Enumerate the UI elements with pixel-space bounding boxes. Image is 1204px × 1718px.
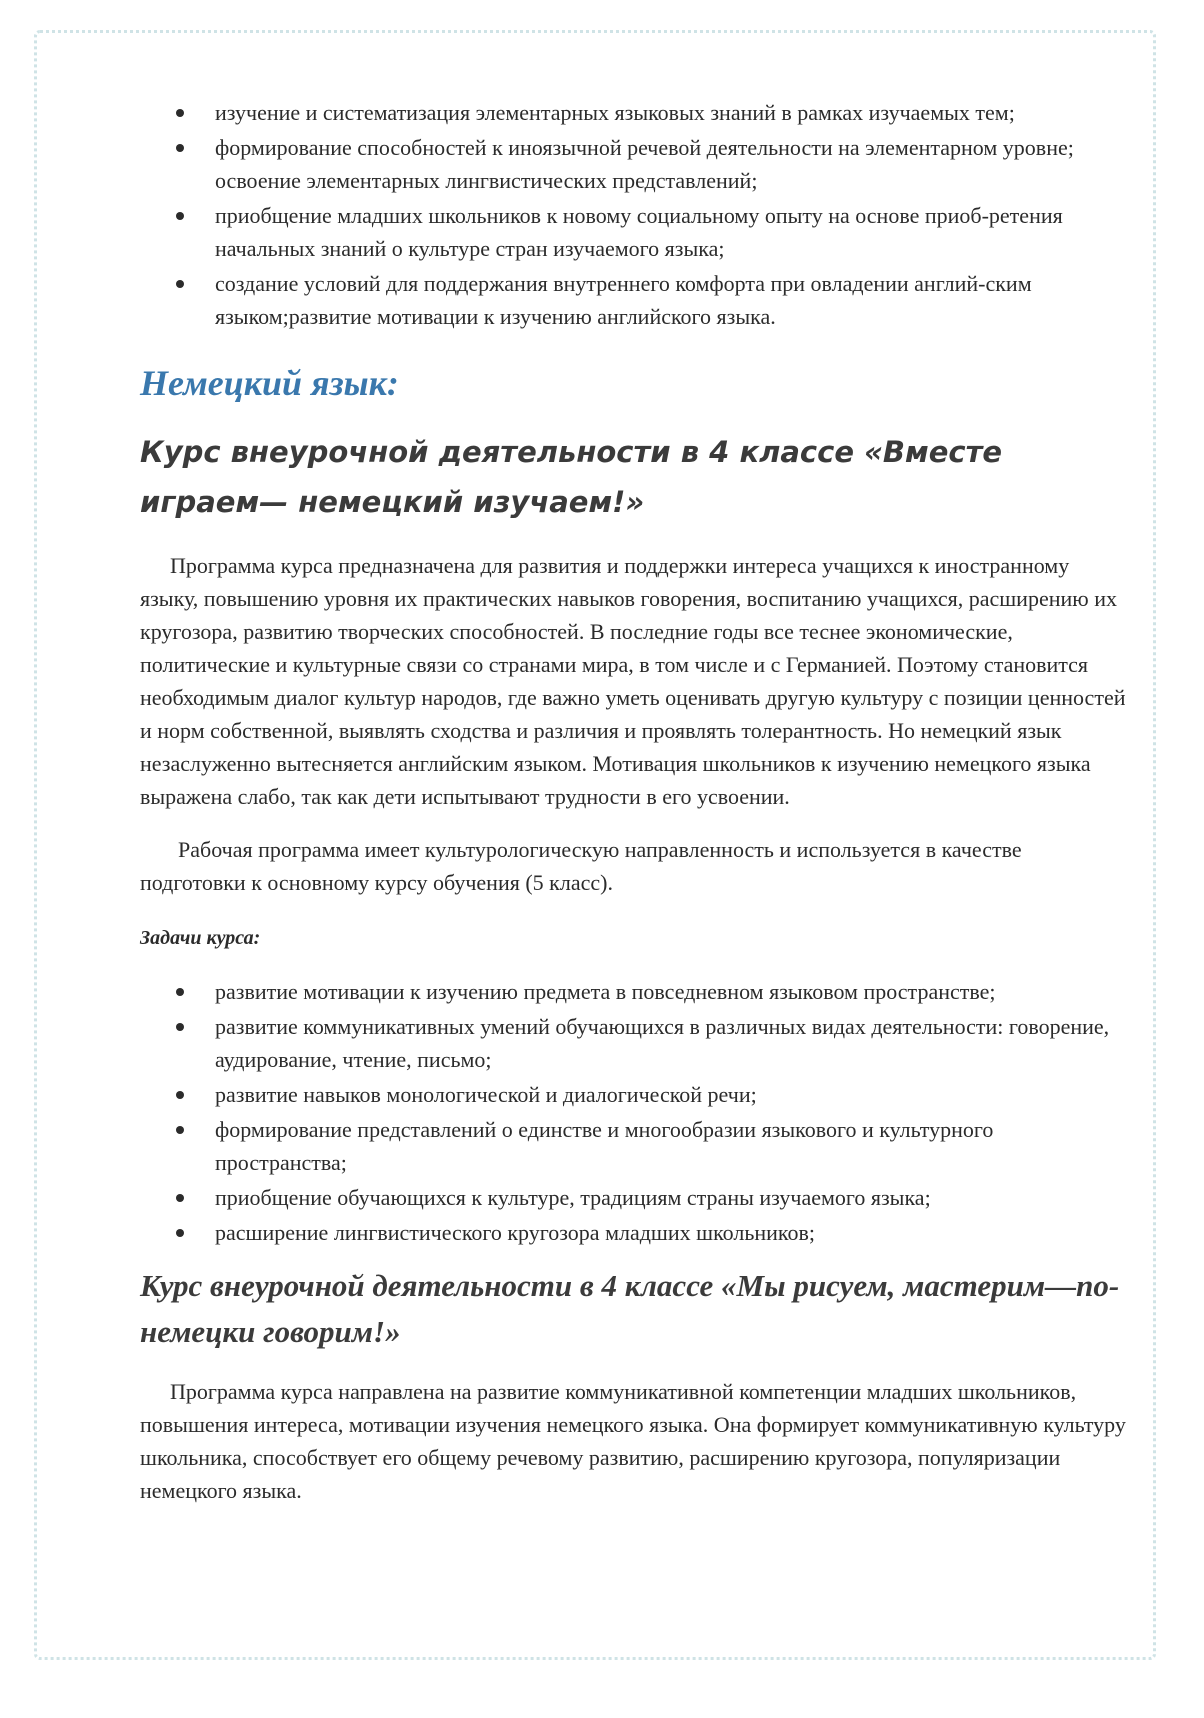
bullet-icon <box>176 1091 184 1099</box>
document-body <box>140 96 1130 1507</box>
bullet-icon <box>176 1023 184 1031</box>
course1-title: Курс внеурочной деятельности в 4 классе «Вместе играем— немецкий изучаем!» <box>140 435 1003 519</box>
list-item: формирование представлений о единстве и многообразии языкового и культурного пространства; <box>140 1113 1130 1179</box>
bullet-icon <box>176 212 184 220</box>
bullet-icon <box>176 1194 184 1202</box>
list-item: развитие коммуникативных умений обучающихся в различных видах деятельности: говорение, аудирование, чтение, письмо; <box>140 1010 1130 1076</box>
bullet-icon <box>176 1229 184 1237</box>
tasks-label: Задачи курса: <box>140 927 261 949</box>
list-item: приобщение обучающихся к культуре, традициям страны изучаемого языка; <box>140 1181 1130 1214</box>
bullet-icon <box>176 109 184 117</box>
list-item: приобщение младших школьников к новому социальному опыту на основе приоб-ретения начальных знаний о культуре стран изучаемого языка; <box>140 199 1130 265</box>
tasks-list <box>140 975 1130 1249</box>
course1-description: Программа курса предназначена для развития и поддержки интереса учащихся к иностранному языку, повышению уровня их практических навыков говорения, воспитанию учащихся, расширению их кругозора, развитию творческих способностей. В последние годы все теснее экономические, политические и культурные связи со странами мира, в том числе и с Германией. Поэтому становится необходимым диалог культур народов, где важно уметь оценивать другую культуру с позиции ценностей и норм собственной, выявлять сходства и различия и проявлять толерантность. Но немецкий язык незаслуженно вытесняется английским языком. Мотивация школьников к изучению немецкого языка выражена слабо, так как дети испытывают трудности в его усвоении. <box>140 553 1126 809</box>
course2-title: Курс внеурочной деятельности в 4 классе «Мы рисуем, мастерим—по-немецки говорим!» <box>140 1268 1120 1349</box>
list-item: создание условий для поддержания внутреннего комфорта при овладении англий-ским языком;развитие мотивации к изучению английского языка. <box>140 267 1130 333</box>
bullet-icon <box>176 144 184 152</box>
list-item: развитие навыков монологической и диалогической речи; <box>140 1078 1130 1111</box>
goals-list <box>140 96 1130 333</box>
bullet-icon <box>176 988 184 996</box>
list-item: формирование способностей к иноязычной речевой деятельности на элементарном уровне; освоение элементарных лингвистических представлений; <box>140 131 1130 197</box>
course2-description: Программа курса направлена на развитие коммуникативной компетенции младших школьников, повышения интереса, мотивации изучения немецкого языка. Она формирует коммуникативную культуру школьника, способствует его общему речевому развитию, расширению кругозора, популяризации немецкого языка. <box>140 1379 1126 1503</box>
section-title: Немецкий язык: <box>140 363 399 403</box>
list-item: расширение лингвистического кругозора младших школьников; <box>140 1216 1130 1249</box>
list-item: развитие мотивации к изучению предмета в повседневном языковом пространстве; <box>140 975 1130 1008</box>
list-item: изучение и систематизация элементарных языковых знаний в рамках изучаемых тем; <box>140 96 1130 129</box>
course1-note: Рабочая программа имеет культурологическую направленность и используется в качестве подготовки к основному курсу обучения (5 класс). <box>140 837 1022 895</box>
bullet-icon <box>176 1126 184 1134</box>
bullet-icon <box>176 280 184 288</box>
